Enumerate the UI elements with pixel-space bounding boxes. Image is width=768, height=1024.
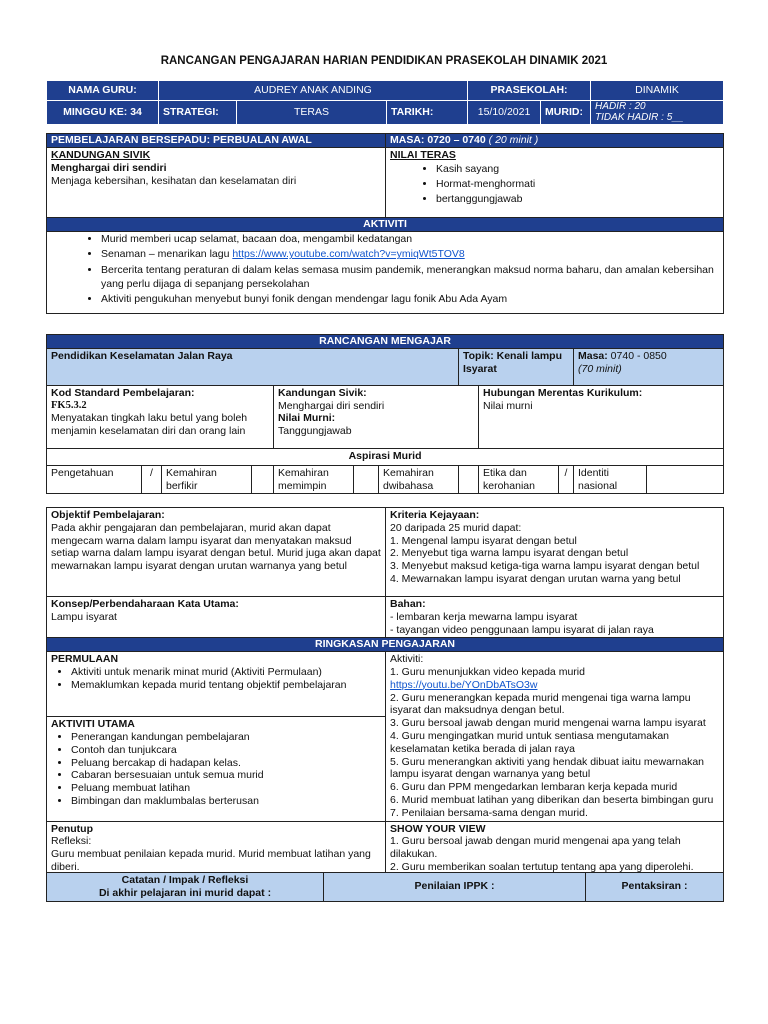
tarikh-label: TARIKH: [387,101,468,125]
kriteria-cell [386,508,724,597]
permulaan-label: PERMULAAN [51,653,119,666]
kriteria-line: 2. Menyebut tiga warna lampu isyarat dengan betul [390,547,629,560]
aspirasi-check: / [559,465,574,494]
aspirasi-label: Etika dan kerohanian [479,465,559,494]
murid-value [591,101,724,125]
kandungan-sivik-label: KANDUNGAN SIVIK [51,149,151,161]
konsep-label: Konsep/Perbendaharaan Kata Utama: [51,598,239,610]
tarikh-value: 15/10/2021 [468,101,541,125]
aspirasi-label: Pengetahuan [47,465,142,494]
rancangan-heading: RANCANGAN MENGAJAR [47,335,724,349]
utama-block [47,717,385,815]
catatan-cell [47,873,324,902]
pentaksiran-cell: Pentaksiran : [586,873,724,902]
aktiviti-item: • Bercerita tentang peraturan di dalam kelas semasa musim pandemik, menerangkan maksud norma baharu, dan amalan kebersihan yang perlu dijaga di sepanjang persekolahan [101,264,719,291]
ks-text: Menghargai diri sendiri [278,399,385,412]
utama-item: • Contoh dan tunjukcara [71,744,381,757]
aktiviti-step: 3. Guru bersoal jawab dengan murid mengenai warna lampu isyarat [390,717,706,730]
aktiviti-item: • Aktiviti pengukuhan menyebut bunyi fonik dengan mendengar lagu fonik Abu Ada Ayam [101,293,719,307]
catatan-line: Di akhir pelajaran ini murid dapat : [98,886,272,899]
prasekolah-value: DINAMIK [591,81,724,101]
aspirasi-check [647,465,724,494]
kriteria-line: 1. Mengenal lampu isyarat dengan betul [390,534,577,547]
konsep-cell [47,597,386,638]
hmk-cell [479,385,724,448]
utama-item: • Peluang membuat latihan [71,782,381,795]
penutup-text: Guru membuat penilaian kepada murid. Murid membuat latihan yang diberi. [51,848,371,873]
kriteria-line: 3. Menyebut maksud ketiga-tiga warna lampu isyarat dengan betul [390,560,700,573]
ksp-code: FK5.3.2 [51,399,87,411]
catatan-table [46,872,724,902]
strategi-label: STRATEGI: [159,101,237,125]
bahan-cell [386,597,724,638]
lampu-isyarat-video-link[interactable]: https://youtu.be/YOnDbATsO3w [390,678,538,691]
murid-label: MURID: [541,101,591,125]
bahan-line: - lembaran kerja mewarna lampu isyarat [390,610,578,623]
show-line: 1. Guru bersoal jawab dengan murid mengenai apa yang telah dilakukan. [390,835,681,861]
minggu-label: MINGGU KE: 34 [47,101,159,125]
nilai-item: • Hormat-menghormati [436,177,719,192]
konsep-text: Lampu isyarat [51,610,117,623]
aktiviti-step: 2. Guru menerangkan kepada murid mengenai tiga warna lampu isyarat dan maksudnya dengan betul. [390,691,691,717]
permulaan-item: • Aktiviti untuk menarik minat murid (Aktiviti Permulaan) [71,666,381,679]
utama-item: • Penerangan kandungan pembelajaran [71,731,381,744]
nilai-teras-label: NILAI TERAS [390,149,456,161]
ksp-cell [47,385,274,448]
aspirasi-check [459,465,479,494]
penutup-label: Penutup [51,822,93,835]
senaman-video-link[interactable]: https://www.youtube.com/watch?v=ymiqWt5TOV8 [232,248,465,261]
show-line: 2. Guru memberikan soalan tertutup tentang apa yang diperolehi. [390,860,694,873]
aktiviti-step: 1. Guru menunjukkan video kepada murid https://youtu.be/YOnDbATsO3w [390,665,585,691]
ksp-label: Kod Standard Pembelajaran: [51,386,195,399]
kriteria-line: 20 daripada 25 murid dapat: [390,521,522,534]
aspirasi-check [252,465,274,494]
hmk-label: Hubungan Merentas Kurikulum: [483,386,643,399]
utama-item: • Peluang bercakap di hadapan kelas. [71,757,381,770]
aspirasi-label: Identiti nasional [574,465,647,494]
subject-cell: Pendidikan Keselamatan Jalan Raya [47,348,459,385]
aktiviti-item: • Murid memberi ucap selamat, bacaan doa, mengambil kedatangan [101,233,719,247]
penutup-sub: Refleksi: [51,835,92,848]
utama-item: • Bimbingan dan maklumbalas berterusan [71,795,381,808]
perbualan-awal-table [46,133,724,314]
nm-label: Nilai Murni: [278,412,336,425]
hmk-text: Nilai murni [483,399,533,412]
kandungan-sivik-text: Menjaga kebersihan, kesihatan dan keselamatan diri [51,174,297,187]
aktiviti-step: 5. Guru menerangkan aktiviti yang hendak dibuat iaitu mewarnakan lampu isyarat dengan warnanya yang betul [390,755,705,781]
nm-text: Tanggungjawab [278,425,352,438]
strategi-value: TERAS [237,101,387,125]
nama-guru-label: NAMA GURU: [47,81,159,101]
aktiviti-step: 6. Guru dan PPM mengedarkan lembaran kerja kepada murid [390,781,678,794]
nilai-teras-cell [386,148,724,218]
ringkasan-heading: RINGKASAN PENGAJARAN [47,638,724,652]
aktiviti-heading: AKTIVITI [47,218,724,232]
aspirasi-check: / [142,465,162,494]
rancangan-table [46,334,724,494]
objektif-text: Pada akhir pengajaran dan pembelajaran, murid akan dapat mengecam warna dalam lampu isyarat dan menyatakan maksud setiap warna dalam lampu isyarat dengan betul. Murid juga akan dapat mewarnakan lampu isyarat dengan urutan warnanya yang betul [51,521,381,573]
objektif-cell [47,508,386,597]
aspirasi-check [354,465,379,494]
awal-masa: MASA: 0720 – 0740 ( 20 minit ) [386,134,724,148]
aktiviti-step: 4. Guru mengingatkan murid untuk sentiasa mengutamakan keselamatan ketika berada di jalan raya [390,729,669,755]
kriteria-label: Kriteria Kejayaan: [390,509,480,521]
nama-guru-value: AUDREY ANAK ANDING [159,81,468,101]
kandungan-sivik-cell [47,148,386,218]
page-title: RANCANGAN PENGAJARAN HARIAN PENDIDIKAN PRASEKOLAH DINAMIK 2021 [160,55,608,67]
bahan-line: - tayangan video penggunaan lampu isyarat di jalan raya [390,623,654,636]
aspirasi-heading: Aspirasi Murid [47,448,724,465]
hadir-count: HADIR : 20 [595,101,646,112]
ks-label: Kandungan Sivik: [278,386,367,399]
bahan-label: Bahan: [390,598,426,610]
objektif-table [46,507,724,884]
aktiviti-list-cell [47,231,724,313]
aktiviti-label: Aktiviti: [390,653,424,666]
kriteria-line: 4. Mewarnakan lampu isyarat dengan urutan warna yang betul [390,572,681,585]
show-your-view-label: SHOW YOUR VIEW [390,822,486,835]
nilai-item: • Kasih sayang [436,162,719,177]
awal-heading: PEMBELAJARAN BERSEPADU: PERBUALAN AWAL [47,134,386,148]
aspirasi-label: Kemahiran berfikir [162,465,252,494]
permulaan-block [47,652,385,717]
aspirasi-label: Kemahiran dwibahasa [379,465,459,494]
ringkasan-left-cell [47,652,386,821]
kandungan-sivik-sub: Menghargai diri sendiri [51,161,167,174]
aktiviti-step: 6. Murid membuat latihan yang diberikan dan beserta bimbingan guru [390,793,714,806]
masa-cell: Masa: 0740 - 0850 (70 minit) [574,348,724,385]
aktiviti-langkah-cell [386,652,724,821]
aktiviti-step: 7. Penilaian bersama-sama dengan murid. [390,806,588,819]
permulaan-item: • Memaklumkan kepada murid tentang objektif pembelajaran [71,679,381,692]
prasekolah-label: PRASEKOLAH: [468,81,591,101]
tidak-hadir-count: TIDAK HADIR : 5__ [595,111,684,123]
topik-cell: Topik: Kenali lampu Isyarat [459,348,574,385]
aspirasi-label: Kemahiran memimpin [274,465,354,494]
utama-item: • Cabaran bersesuaian untuk semua murid [71,769,381,782]
nilai-item: • bertanggungjawab [436,192,719,207]
aktiviti-item: • Senaman – menarikan lagu https://www.youtube.com/watch?v=ymiqWt5TOV8 [101,248,719,262]
penilaian-ippk-cell: Penilaian IPPK : [324,873,586,902]
header-table [46,80,724,125]
catatan-line: Catatan / Impak / Refleksi [121,874,249,886]
ksp-text: Menyatakan tingkah laku betul yang boleh menjamin keselamatan diri dan orang lain [51,412,248,438]
kandungan-sivik-cell-2 [274,385,479,448]
objektif-label: Objektif Pembelajaran: [51,509,165,521]
utama-label: AKTIVITI UTAMA [51,718,135,731]
